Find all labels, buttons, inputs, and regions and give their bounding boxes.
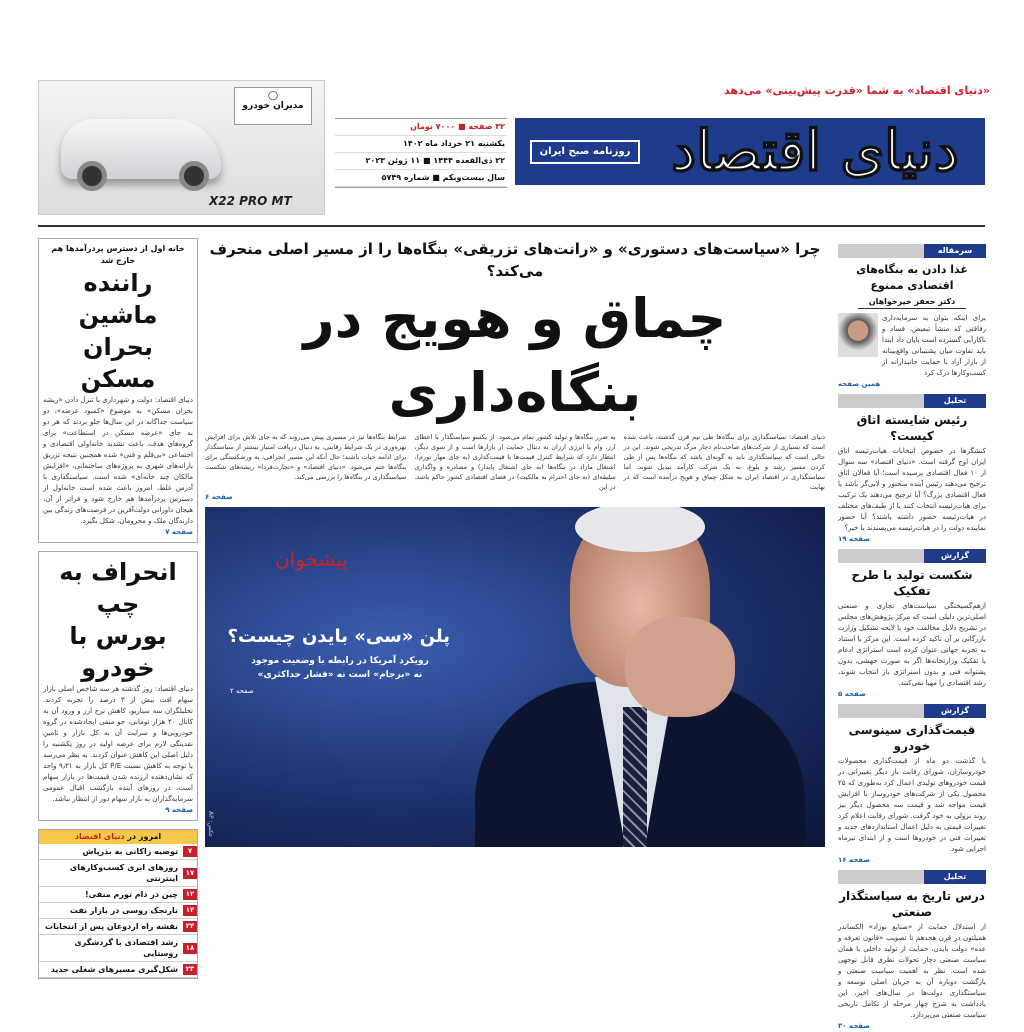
story-kicker: خانه اول از دسترس پردرآمدها هم خارج شد <box>51 244 185 265</box>
slogan: «دنیای اقتصاد» به شما «قدرت پیش‌بینی» می‌دهد <box>724 84 990 97</box>
page-number: ۱۲ <box>183 889 197 900</box>
editorial-author: دکتر جعفر خیرخواهان <box>858 296 966 309</box>
watermark: پیشخوان <box>275 547 348 571</box>
today-item-title: نارنجک روسی در بازار نفت <box>69 906 178 915</box>
page-link[interactable]: صفحه ۳۰ <box>838 1022 871 1030</box>
wheel-shape <box>179 161 209 191</box>
brief-title: شکست تولید با طرح تفکیک <box>851 568 973 598</box>
page-number: ۱۷ <box>183 868 197 879</box>
lead-column: دنیای اقتصاد: سیاستگذاری برای بنگاه‌ها طی نیم قرن گذشته، باعث شده است که بسیاری از شرکت‌های صاحب‌نام دچار مرگ تدریجی شوند. این در حالی است که سیاستگذاری باید به گونه‌ای باشد که بنگاه‌ها پس از طی کردن مسیر رشد و بلوغ، به یک شرکت کارآمد تبدیل شوند. اما سیاستگذاری در اقتصاد ایران به شکل چماق و هویج درآمده است که در نهایت <box>623 433 825 491</box>
brief-stories <box>838 394 986 1032</box>
photo-subtitle: نه «برجام» است نه «فشار حداکثری» <box>257 670 423 680</box>
right-column <box>838 240 986 1032</box>
story-headline: بحران مسکن <box>80 333 156 393</box>
page-link[interactable]: صفحه ۶ <box>205 493 233 501</box>
today-item[interactable] <box>39 962 197 978</box>
today-item-title: شکل‌گیری مسیرهای شغلی جدید <box>50 965 178 974</box>
photo-headline: پلن «سی» بایدن چیست؟ <box>227 626 450 647</box>
today-item[interactable] <box>39 935 197 962</box>
section-label <box>838 704 986 718</box>
today-item[interactable] <box>39 919 197 935</box>
today-item-title: نقشه راه اردوغان پس از انتخابات <box>45 922 178 931</box>
date-persian: یکشنبه ۲۱ خرداد ماه ۱۴۰۲ <box>335 136 507 153</box>
lead-body <box>205 432 825 492</box>
section-label <box>838 394 986 408</box>
lead-headline[interactable]: چماق و هویج در بنگاه‌داری <box>303 287 727 424</box>
story-headline: راننده ماشین <box>78 269 158 329</box>
brief-body: کنشگرها در خصوص انتخابات هیات‌رئیسه اتاق ایران اوج گرفته است. «دنیای اقتصاد» سه سوال از ۱۰ فعال اقتصادی پرسیده است؛ آیا فعالان اتاق ترجیح می‌دهند رئیس آینده سخنور و لابی‌گر باشد یا فعال اقتصادی بزرگ؟ آیا ترجیح می‌دهند یک ترکیب برای هیات‌رئیسه انتخاب کنند یا از طیف‌های مختلف در هیات‌رئیسه حضور داشته باشند؟ آیا حضور نماینده دولت را در هیات‌رئیسه می‌پسندند یا خیر؟ <box>838 447 986 532</box>
left-column <box>38 238 198 979</box>
today-in-paper <box>38 829 198 979</box>
today-header-name: دنیای اقتصاد <box>74 832 125 841</box>
lead-column: شرایط بنگاه‌ها نیز در مسیری پیش می‌روند که به جای تلاش برای افزایش بهره‌وری در یک شرایط رقابتی، به دنبال دریافت امتیاز بیشتر از سیاستگذار برای ادامه حیات باشند؛ حال آنکه این مسیر انحرافی، به ورشکستگی برای بنگاه‌ها ختم می‌شود. «دنیای اقتصاد» و «تجارت‌فردا» ریشه‌های شکست سیاستگذاری در بنگاه‌ها را بررسی می‌کند. <box>205 433 407 481</box>
section-label <box>838 549 986 563</box>
section-label-text: سرمقاله <box>924 244 986 258</box>
date-hijri-gregorian: ۲۲ ذی‌القعده ۱۴۴۴ ■ ۱۱ ژوئن ۲۰۲۳ <box>335 153 507 170</box>
brief-title: درس تاریخ به سیاستگذار صنعتی <box>839 889 985 919</box>
page-link[interactable]: صفحه ۱۹ <box>838 535 871 543</box>
editorial-body: برای اینکه بتوان به سرمایه‌داری رفاقتی که منشأ تبعیض، فساد و ناکارآیی گسترده است پایان داد ابتدا باید تفاوت میان پشتیبانی واقع‌بینانه از بازار آزاد با حمایت جانبدارانه از کسب‌وکارها درک کرد <box>882 314 986 377</box>
story-body: دنیای اقتصاد: روز گذشته هر سه شاخص اصلی بازار سهام افت بیش از ۳ درصد را تجربه کردند. تحلیلگران سه سناریو، کاهش نرخ ارز و ورود آن به کانال ۴۰ هزار تومانی، جو منفی ایجادشده در گروه خودرویی‌ها و سرایت آن به کل بازار و تامین نقدینگی لازم برای عرضه اولیه در روز یکشنبه را دلیل اصلی این کاهش عنوان کردند. به نظر می‌رسد با توجه به کاهش نسبت P/E کل بازار به ۹٫۳۱ واحد که نشان‌دهنده ارزنده شدن قیمت‌ها در بازار سهام است، در روزهای آینده بازگشت اقبال عمومی سرمایه‌گذاران به بازار سهام دور از انتظار نباشد. <box>43 685 194 803</box>
story-housing[interactable] <box>38 238 198 543</box>
today-item[interactable] <box>39 844 197 860</box>
masthead-subtitle: روزنامه صبح ایران <box>530 140 640 164</box>
section-label-text: تحلیل <box>924 394 986 408</box>
today-item[interactable] <box>39 860 197 887</box>
page-link[interactable]: صفحه ۱۶ <box>838 856 871 864</box>
today-items <box>39 844 197 978</box>
today-item-title: روزهای ابری کسب‌وکارهای اینترنتی <box>69 863 178 883</box>
ad-model: X22 PRO MT <box>209 194 292 208</box>
divider <box>38 225 985 227</box>
photo-figure-hand <box>625 617 735 717</box>
brief-body: از استدلال حمایت از «صنایع نوزاد» الکساندر همیلتون در قرن هجدهم تا تصویب «قانون تعرفه و عده» دولت بایدن، حمایت از تولید داخلی با همان سیاست صنعتی دچار تحولات نظری قابل توجهی شده است. نظر به اهمیت سیاست صنعتی و بازگشت دوباره آن به جریان اصلی توسعه و سیاستگذاری دولت‌ها در سال‌های اخیر، این یادداشت به شرح چهار مرحله از تکامل تاریخی سیاست صنعتی می‌پردازد. <box>838 923 986 1019</box>
photo-figure-tie <box>623 707 647 847</box>
ad-brand: مدیران خودرو <box>242 101 304 111</box>
brief-story[interactable] <box>838 704 986 866</box>
brief-title: رئیس شایسته اتاق کیست؟ <box>856 413 968 443</box>
wheel-shape <box>77 161 107 191</box>
page-link[interactable]: صفحه ۲ <box>230 687 254 695</box>
page-number: ۲۴ <box>183 921 197 932</box>
issue-info <box>335 118 507 188</box>
story-bourse[interactable] <box>38 551 198 821</box>
page-link[interactable]: صفحه ۷ <box>165 528 193 536</box>
lead-kicker: چرا «سیاست‌های دستوری» و «رانت‌های تزریقی» بنگاه‌ها را از مسیر اصلی منحرف می‌کند؟ <box>209 240 821 280</box>
section-label-text: گزارش <box>924 704 986 718</box>
section-label-text: تحلیل <box>924 870 986 884</box>
brief-story[interactable] <box>838 394 986 545</box>
story-headline: انحراف به چپ <box>59 558 177 618</box>
brief-story[interactable] <box>838 870 986 1032</box>
page-link[interactable]: همین صفحه <box>838 380 881 388</box>
story-body: دنیای اقتصاد: دولت و شهرداری با تنزل دادن «ریشه بحران مسکن» به موضوع «کمبود عرضه»، دو سیاست جداگانه در این سال‌ها جلو بردند که هر دو به جای «عرضه مسکن در استطاعت» برای گروه‌های هدف، باعث تشدید خانه‌اولی اقتصادی و اجتماعی «بی‌قلم و فنی» شده همچنین نتیجه تزریق یارانه‌های شهری به پروژه‌های ساختمانی، «افزایش مالکان چند خانه‌ای» شده است. سیاستگذاری با آدرس غلط، امروز باعث شده است خانه‌اول از دسترس پردرآمدها هم خارج شود و فراتر از آن، هیجان داورانی دولت‌آفرین در فرصت‌های زندگی بین دارندگان ملک و محرومان، شکل بگیرد. <box>43 396 193 525</box>
page-number: ۱۸ <box>183 943 197 954</box>
section-label <box>838 870 986 884</box>
today-item-title: توصیه زاکانی به بذرپاش <box>82 847 178 856</box>
story-headline: بورس با خودرو <box>69 622 167 682</box>
photo-credit: عکس: AP <box>207 810 214 837</box>
page-link[interactable]: صفحه ۹ <box>165 806 193 814</box>
lead-photo[interactable] <box>205 507 825 847</box>
lead-column: به ضرر بنگاه‌ها و تولید کشور تمام می‌شود. از یکسو سیاستگذار با اعطای ارز، وام یا انرژی ارزان به دنبال حمایت از بازارها است و از سوی دیگر، انتظار دارد که شرایط کنترل قیمت‌ها با قیمت‌گذاری (به جای مهار تورم)، اشتغال مازاد در بنگاه‌ها (به جای اشتغال پایدار) و مصادره و واگذاری سلیقه‌ای (به جای احترام به مالکیت) در فضای اقتصادی کشور حاکم باشد. در این <box>414 433 616 491</box>
center-column <box>205 238 825 847</box>
page-number: ۱۴ <box>183 905 197 916</box>
section-label-text: گزارش <box>924 549 986 563</box>
page-number: ۷ <box>183 846 197 857</box>
today-item-title: چین در دام تورم منفی! <box>85 890 178 899</box>
ad-brand-logo: ◯ مدیران خودرو <box>234 87 312 125</box>
page-number: ۲۳ <box>183 964 197 975</box>
author-photo <box>838 313 878 357</box>
today-header-prefix: امروز در <box>127 832 162 841</box>
car-advertisement[interactable] <box>38 80 325 215</box>
brief-title: قیمت‌گذاری سینوسی خودرو <box>848 723 976 753</box>
brief-body: ازهم‌گسیختگی سیاست‌های تجاری و صنعتی اصلی‌ترین دلیلی است که مرکز پژوهش‌های مجلس در تشریح دلایل مخالفت خود با لایحه تشکیل وزارت بازرگانی بر آن تاکید کرده است. این مرکز با استناد به تجربه جهانی عنوان کرده است استراتژی ادغام یا تفکیک وزارتخانه‌ها اگر به صورت جهشی، بدون پشتوانه فنی و بدون استراتژی باز انتخاب شوند، رشد اقتصادی را مهیا نمی‌کنند. <box>838 602 986 687</box>
newspaper-logo[interactable]: دنیای اقتصاد <box>671 118 959 184</box>
photo-subtitle: رویکرد آمریکا در رابطه با وضعیت موجود <box>251 656 429 666</box>
today-header <box>39 830 197 844</box>
editorial-title[interactable]: غذا دادن به بنگاه‌های اقتصادی ممنوع <box>856 263 968 292</box>
brief-story[interactable] <box>838 549 986 700</box>
issue-number: سال بیست‌ویکم ■ شماره ۵۷۴۹ <box>335 170 507 187</box>
price-pages: ۳۲ صفحه ■ ۷۰۰۰ تومان <box>335 119 507 136</box>
section-label <box>838 244 986 258</box>
brief-body: با گذشت دو ماه از قیمت‌گذاری محصولات خودروسازان، شورای رقابت باز دیگر تغییراتی در قیمت خودروهای تولیدی اعمال کرد به‌طوری که ۲۵ محصول یکی از شرکت‌های خودروساز با افزایش قیمت مواجه شد و قیمت سه محصول دیگر نیز روند نزولی به خود گرفت. شورای رقابت اعلام کرد تغییرات قیمتی به دلیل اعمال استانداردهای جدید و تغییرات فنی در خودروها است و از ابتدای تیرماه اجرایی شود. <box>838 757 986 853</box>
today-item[interactable] <box>39 903 197 919</box>
today-item[interactable] <box>39 887 197 903</box>
page-link[interactable]: صفحه ۵ <box>838 690 866 698</box>
today-item-title: رشد اقتصادی با گردشگری روستایی <box>74 938 178 958</box>
